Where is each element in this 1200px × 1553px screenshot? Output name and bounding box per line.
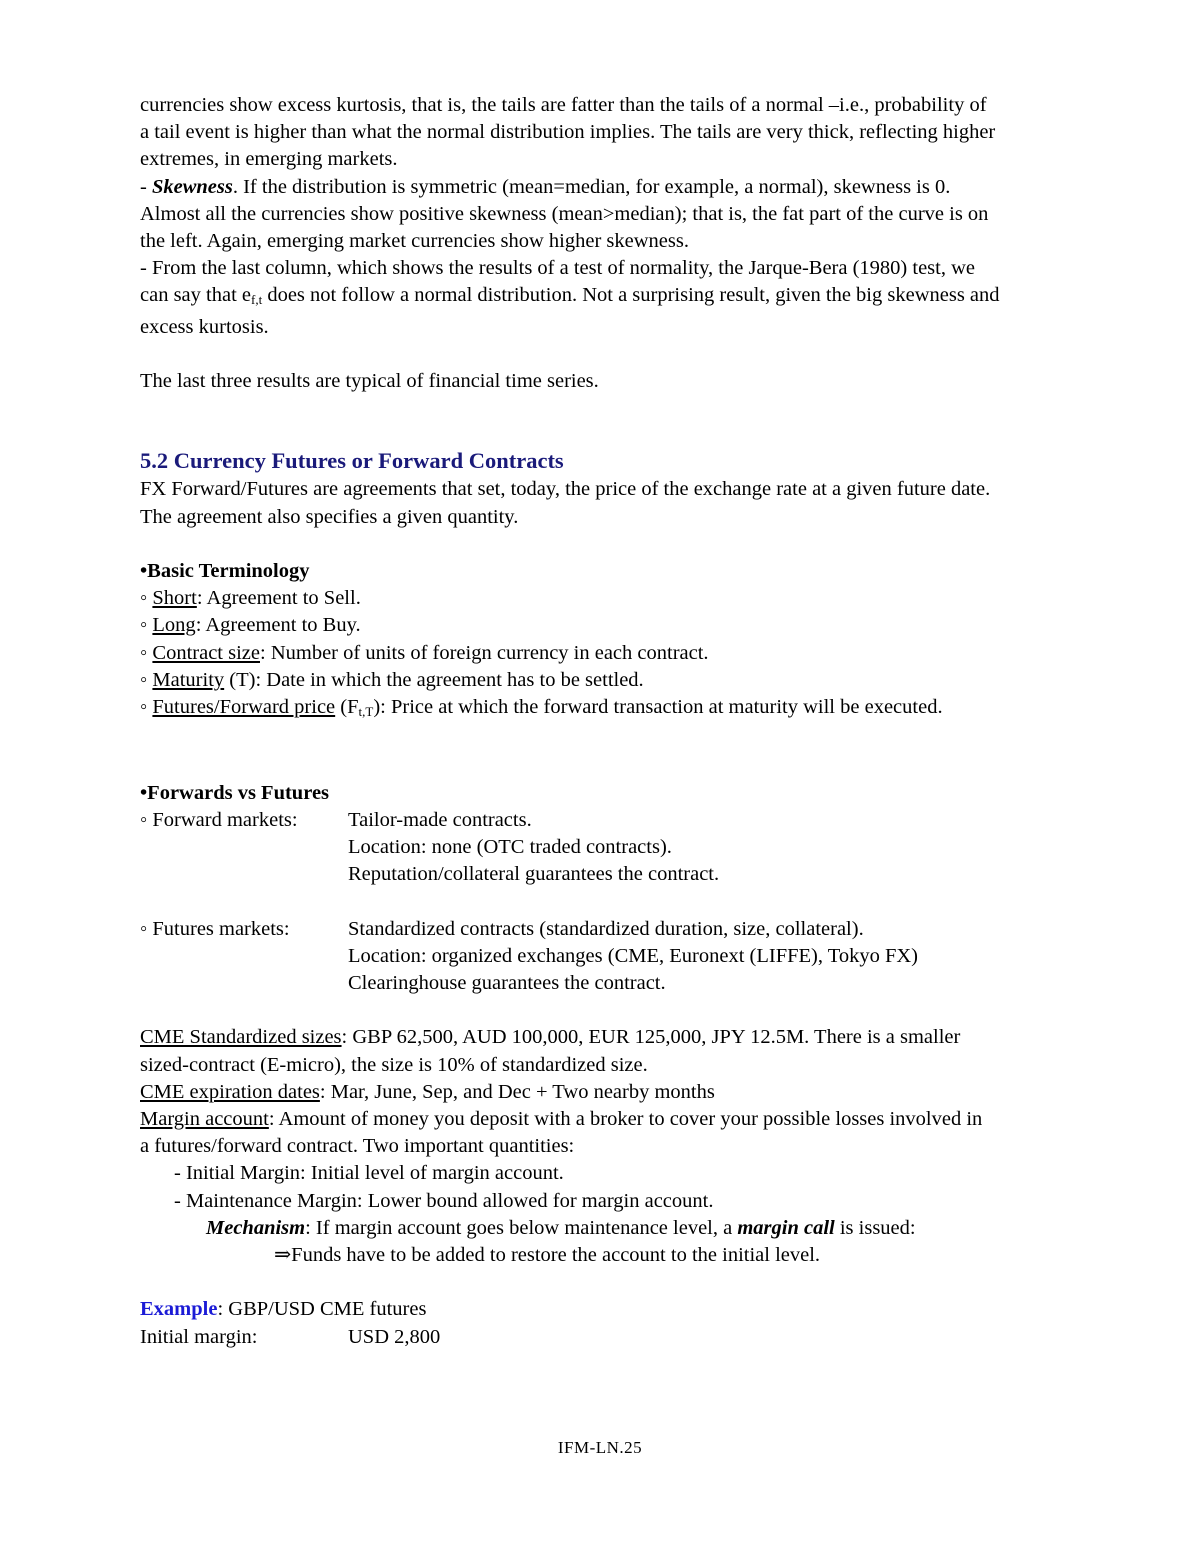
page-footer: IFM-LN.25 [557,1438,643,1457]
jarque-bera-line-1: - From the last column, which shows the results of a test of normality, the Jarque-Bera (1980) test, we [140,257,975,280]
skewness-line-1 [140,174,1075,201]
kurtosis-line-1: currencies show excess kurtosis, that is, the tails are fatter than the tails of a normal –i.e., probability of [140,94,987,116]
section-intro-line-1: FX Forward/Futures are agreements that set, today, the price of the exchange rate at a given future date. [140,478,991,501]
margin-account-term: Margin account [140,1107,269,1130]
mechanism-line [140,1215,1075,1242]
term-definition: : Agreement to Buy. [195,614,361,637]
term-definition: : Agreement to Sell. [196,587,361,610]
mechanism-mid: : If margin account goes below maintenance level, a [305,1216,738,1239]
cme-sizes-line-1 [140,1024,1075,1051]
term-short [140,585,1075,612]
jarque-bera-line-2 [140,282,1075,313]
term-long [140,612,1075,639]
terminology-title: •Basic Terminology [140,560,310,582]
term-contract-size [140,640,1075,667]
forward-markets-row-1 [140,807,1075,834]
term-futures-price [140,694,1075,725]
forward-markets-item: Tailor-made contracts. [348,808,532,831]
skewness-term: Skewness [151,175,233,198]
section-heading: 5.2 Currency Futures or Forward Contracts [140,448,564,474]
term-name: Contract size [152,641,260,664]
term-pre: (F [335,696,359,719]
ft-subscript: t,T [358,704,374,720]
summary-line: The last three results are typical of financial time series. [140,370,599,393]
mechanism-end: is issued: [834,1216,916,1239]
initial-margin-example-row [140,1324,1075,1351]
term-name: Short [152,587,197,610]
term-definition: (T): Date in which the agreement has to be settled. [224,668,644,691]
forwards-vs-futures-title: •Forwards vs Futures [140,781,330,804]
forward-markets-item: Location: none (OTC traded contracts). [348,835,672,858]
cme-sizes-rest: : GBP 62,500, AUD 100,000, EUR 125,000, JPY 12.5M. There is a smaller [341,1026,961,1049]
term-name: Maturity [152,668,225,691]
ef-subscript: f,t [251,292,263,308]
term-name: Futures/Forward price [152,696,336,719]
initial-margin-line: - Initial Margin: Initial level of margin account. [174,1162,564,1185]
futures-markets-row-2 [140,943,1075,970]
jarque-bera-line-3: excess kurtosis. [140,315,269,338]
margin-account-rest: : Amount of money you deposit with a broker to cover your possible losses involved in [268,1107,983,1130]
futures-markets-row-3 [140,970,1075,997]
section-intro-line-2: The agreement also specifies a given quantity. [140,505,519,528]
futures-markets-label: ◦ Futures markets: [140,917,290,940]
forward-markets-label: ◦ Forward markets: [140,808,298,831]
skewness-dash: - [140,175,152,198]
cme-sizes-term: CME Standardized sizes [140,1026,342,1049]
maintenance-margin-line: - Maintenance Margin: Lower bound allowed for margin account. [174,1189,714,1212]
futures-markets-item: Clearinghouse guarantees the contract. [348,971,666,994]
margin-account-line-1 [140,1106,1075,1133]
cme-expiration-term: CME expiration dates [140,1080,320,1103]
forward-markets-row-3 [140,861,1075,888]
term-bullet: ◦ [140,641,153,664]
kurtosis-line-3: extremes, in emerging markets. [140,148,398,171]
skewness-line-3: the left. Again, emerging market currencies show higher skewness. [140,230,689,253]
term-bullet: ◦ [140,696,153,719]
term-bullet: ◦ [140,668,153,691]
initial-margin-example-label: Initial margin: [140,1325,258,1348]
cme-expiration-line [140,1079,1075,1106]
cme-sizes-line-2: sized-contract (E-micro), the size is 10% of standardized size. [140,1053,648,1076]
mechanism-term: Mechanism [206,1216,306,1239]
term-bullet: ◦ [140,587,153,610]
futures-markets-row-1 [140,916,1075,943]
document-body [140,92,1075,1351]
funds-line: ⇒Funds have to be added to restore the account to the initial level. [274,1243,821,1266]
cme-expiration-rest: : Mar, June, Sep, and Dec + Two nearby months [319,1080,715,1103]
futures-markets-item: Location: organized exchanges (CME, Euronext (LIFFE), Tokyo FX) [348,944,918,967]
kurtosis-line-2: a tail event is higher than what the normal distribution implies. The tails are very thick, reflecting higher [140,121,996,144]
term-bullet: ◦ [140,614,153,637]
term-definition: : Number of units of foreign currency in each contract. [260,641,709,664]
futures-markets-item: Standardized contracts (standardized duration, size, collateral). [348,917,864,940]
example-label: Example [140,1298,218,1321]
jarque-bera-line-2-pre: can say that e [140,284,251,307]
forward-markets-row-2 [140,834,1075,861]
margin-account-line-2: a futures/forward contract. Two important quantities: [140,1135,575,1158]
margin-call-term: margin call [737,1216,835,1239]
term-maturity [140,667,1075,694]
example-line [140,1296,1075,1323]
term-definition: ): Price at which the forward transaction at maturity will be executed. [373,696,943,719]
skewness-line-2: Almost all the currencies show positive skewness (mean>median); that is, the fat part of the curve is on [140,202,989,225]
example-rest: : GBP/USD CME futures [217,1298,427,1321]
skewness-line-1-rest: . If the distribution is symmetric (mean=median, for example, a normal), skewness is 0. [232,175,951,198]
term-name: Long [152,614,196,637]
jarque-bera-line-2-post: does not follow a normal distribution. Not a surprising result, given the big skewness and [262,284,1000,307]
initial-margin-example-value: USD 2,800 [348,1325,441,1348]
forward-markets-item: Reputation/collateral guarantees the contract. [348,863,720,886]
